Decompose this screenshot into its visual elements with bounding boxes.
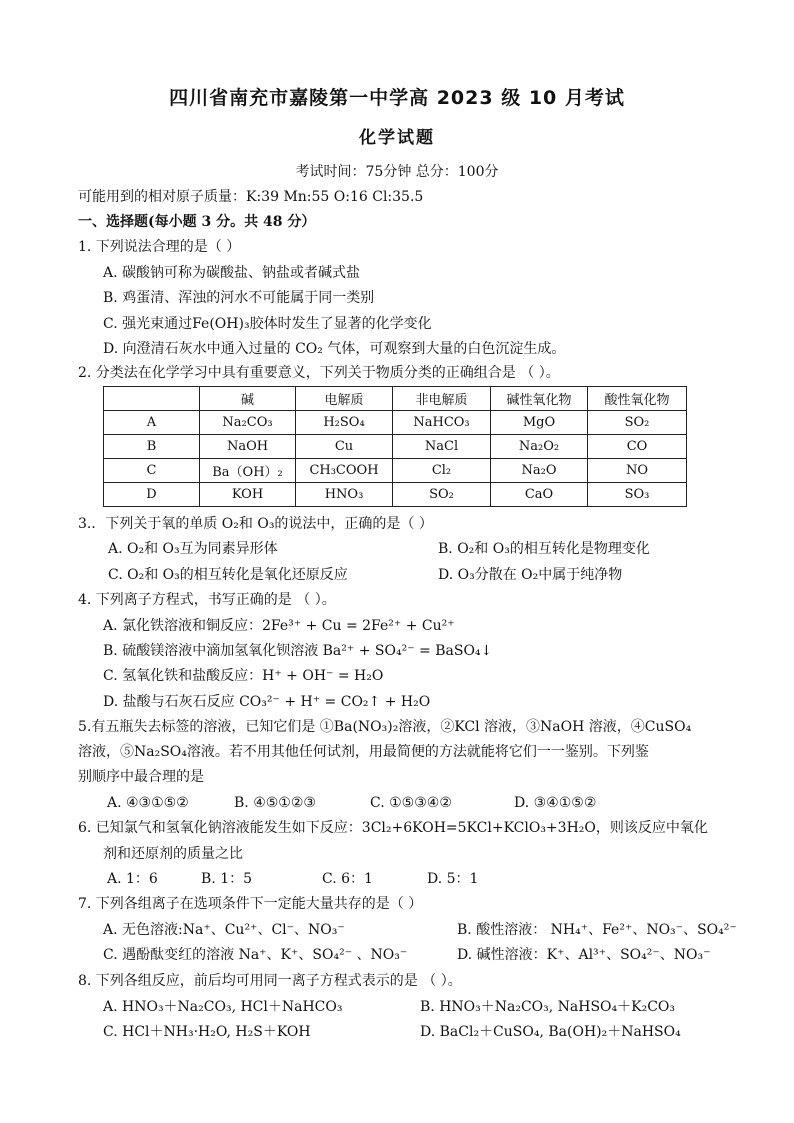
question-4-option-a: A. 氯化铁溶液和铜反应：2Fe³⁺ + Cu = 2Fe²⁺ + Cu²⁺ [103, 618, 455, 634]
table-row [104, 435, 687, 459]
table-cell: KOH [200, 483, 296, 507]
question-3-option-c: C. O₂和 O₃的相互转化是氧化还原反应 [108, 567, 348, 583]
table-cell: NaCl [393, 435, 491, 459]
table-row [104, 411, 687, 435]
table-header-row [104, 387, 687, 411]
question-5-option-a: A. ④③①⑤② [107, 795, 189, 811]
question-1-option-c: C. 强光束通过Fe(OH)₃胶体时发生了显著的化学变化 [103, 316, 432, 332]
table-header-cell: 酸性氧化物 [588, 387, 687, 411]
table-cell: NaOH [200, 435, 296, 459]
question-4-option-b: B. 硫酸镁溶液中滴加氢氧化钡溶液 Ba²⁺ + SO₄²⁻ = BaSO₄↓ [103, 643, 493, 659]
question-2-stem: 2. 分类法在化学学习中具有重要意义，下列关于物质分类的正确组合是 （ ）。 [78, 365, 560, 381]
table-cell: CO [588, 435, 687, 459]
question-6-option-b: B. 1：5 [201, 871, 253, 887]
question-7-option-a: A. 无色溶液:Na⁺、Cu²⁺、Cl⁻、NO₃⁻ [103, 922, 345, 938]
section-heading: 一、选择题(每小题 3 分。共 48 分） [78, 214, 316, 230]
table-cell: HNO₃ [296, 483, 393, 507]
question-6-option-d: D. 5：1 [427, 871, 479, 887]
table-cell: A [104, 411, 200, 435]
table-cell: H₂SO₄ [296, 411, 393, 435]
table-cell: Ba（OH）₂ [200, 459, 296, 483]
question-3-option-b: B. O₂和 O₃的相互转化是物理变化 [438, 541, 650, 557]
question-5-line-2: 溶液，⑤Na₂SO₄溶液。若不用其他任何试剂，用最简便的方法就能将它们一一鉴别。下列鉴 [78, 744, 649, 760]
exam-title: 四川省南充市嘉陵第一中学高 2023 级 10 月考试 [169, 87, 625, 109]
question-1-option-a: A. 碳酸钠可称为碳酸盐、钠盐或者碱式盐 [103, 265, 361, 281]
table-cell: B [104, 435, 200, 459]
exam-info: 考试时间：75分钟 总分：100分 [295, 164, 499, 180]
question-4-option-d: D. 盐酸与石灰石反应 CO₃²⁻ + H⁺ = CO₂↑ + H₂O [103, 694, 431, 710]
question-7-option-b: B. 酸性溶液： NH₄⁺、Fe²⁺、NO₃⁻、SO₄²⁻ [457, 922, 737, 938]
question-7-option-d: D. 碱性溶液：K⁺、Al³⁺、SO₄²⁻、NO₃⁻ [457, 947, 711, 963]
atomic-masses: 可能用到的相对原子质量：K:39 Mn:55 O:16 Cl:35.5 [78, 189, 424, 205]
question-8-option-d: D. BaCl₂＋CuSO₄, Ba(OH)₂＋NaHSO₄ [420, 1024, 681, 1040]
question-6-line-2: 剂和还原剂的质量之比 [103, 846, 243, 862]
table-cell: SO₃ [588, 483, 687, 507]
table-row [104, 483, 687, 507]
table-cell: Na₂CO₃ [200, 411, 296, 435]
question-8-stem: 8. 下列各组反应，前后均可用同一离子方程式表示的是 （ ）。 [78, 973, 462, 989]
table-header-cell: 电解质 [296, 387, 393, 411]
question-3-stem: 3.．下列关于氧的单质 O₂和 O₃的说法中，正确的是（ ） [78, 516, 433, 532]
question-1-option-d: D. 向澄清石灰水中通入过量的 CO₂ 气体，可观察到大量的白色沉淀生成。 [103, 341, 566, 357]
question-3-option-a: A. O₂和 O₃互为同素异形体 [108, 541, 278, 557]
table-row [104, 459, 687, 483]
question-6-option-a: A. 1：6 [107, 871, 158, 887]
question-7-stem: 7. 下列各组离子在选项条件下一定能大量共存的是（ ） [78, 896, 423, 912]
table-cell: Na₂O₂ [491, 435, 588, 459]
question-6-line-1: 6. 已知氯气和氢氧化钠溶液能发生如下反应：3Cl₂+6KOH=5KCl+KClO₃+3H₂O，则该反应中氧化 [78, 820, 708, 836]
question-1-option-b: B. 鸡蛋清、浑浊的河水不可能属于同一类别 [103, 290, 375, 306]
table-header-cell: 非电解质 [393, 387, 491, 411]
question-8-option-b: B. HNO₃＋Na₂CO₃, NaHSO₄＋K₂CO₃ [420, 999, 676, 1015]
question-4-option-c: C. 氢氧化铁和盐酸反应：H⁺ + OH⁻ = H₂O [103, 668, 384, 684]
table-cell: NaHCO₃ [393, 411, 491, 435]
table-cell: SO₂ [393, 483, 491, 507]
question-5-option-b: B. ④⑤①②③ [234, 795, 316, 811]
table-cell: D [104, 483, 200, 507]
table-cell: SO₂ [588, 411, 687, 435]
table-header-cell: 碱 [200, 387, 296, 411]
table-header-cell: 碱性氧化物 [491, 387, 588, 411]
question-6-option-c: C. 6：1 [322, 871, 373, 887]
table-cell: MgO [491, 411, 588, 435]
question-7-option-c: C. 遇酚酞变红的溶液 Na⁺、K⁺、SO₄²⁻ 、NO₃⁻ [103, 947, 408, 963]
question-5-option-c: C. ①⑤③④② [370, 795, 452, 811]
question-3-option-d: D. O₃分散在 O₂中属于纯净物 [438, 567, 623, 583]
question-5-line-3: 别顺序中最合理的是 [78, 769, 204, 785]
table-cell: C [104, 459, 200, 483]
table-header-cell [104, 387, 200, 411]
table-cell: Na₂O [491, 459, 588, 483]
question-5-option-d: D. ③④①⑤② [514, 795, 597, 811]
table-cell: Cl₂ [393, 459, 491, 483]
question-4-stem: 4. 下列离子方程式，书写正确的是 （ ）。 [78, 592, 336, 608]
table-cell: NO [588, 459, 687, 483]
question-5-line-1: 5.有五瓶失去标签的溶液，已知它们是 ①Ba(NO₃)₂溶液，②KCl 溶液，③NaOH 溶液，④CuSO₄ [78, 719, 692, 735]
question-8-option-a: A. HNO₃＋Na₂CO₃, HCl＋NaHCO₃ [103, 999, 343, 1015]
classification-table [103, 386, 687, 507]
table-cell: Cu [296, 435, 393, 459]
question-8-option-c: C. HCl＋NH₃·H₂O, H₂S＋KOH [103, 1024, 311, 1040]
table-cell: CH₃COOH [296, 459, 393, 483]
question-1-stem: 1. 下列说法合理的是（ ） [78, 239, 241, 255]
table-cell: CaO [491, 483, 588, 507]
exam-subtitle: 化学试题 [359, 128, 435, 148]
